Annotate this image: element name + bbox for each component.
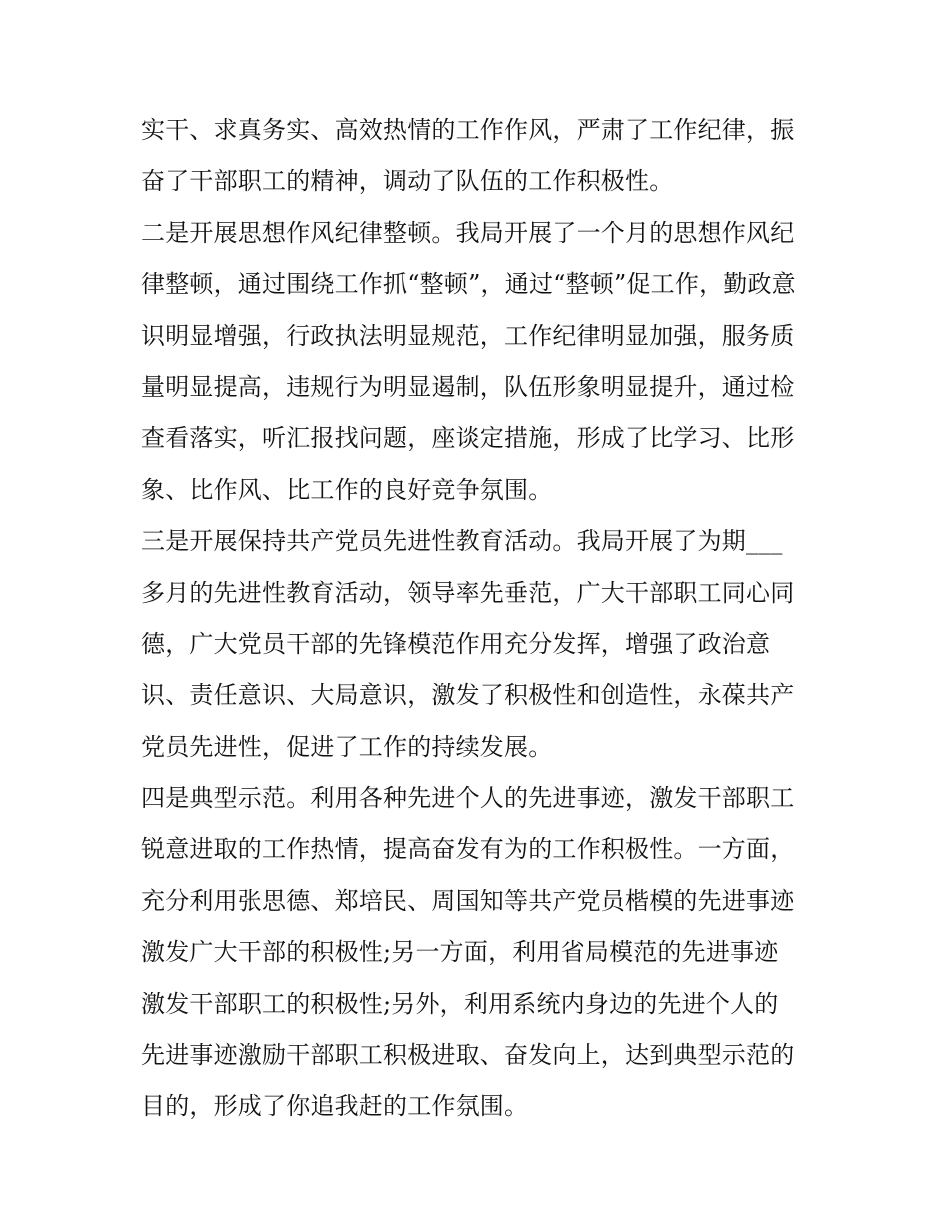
text-line: 目的，形成了你追我赶的工作氛围。 [141, 1092, 529, 1121]
text-line: 充分利用张思德、郑培民、周国知等共产党员楷模的先进事迹 [141, 886, 795, 915]
text-line: 四是典型示范。利用各种先进个人的先进事迹，激发干部职工 [141, 784, 795, 813]
text-line: 象、比作风、比工作的良好竞争氛围。 [141, 475, 553, 504]
text-line: 律整顿，通过围绕工作抓“整顿”，通过“整顿”促工作，勤政意 [141, 270, 796, 299]
text-line: 实干、求真务实、高效热情的工作作风，严肃了工作纪律，振 [141, 116, 795, 144]
text-line: 锐意进取的工作热情，提高奋发有为的工作积极性。一方面， [141, 835, 795, 864]
text-line: 识、责任意识、大局意识，激发了积极性和创造性，永葆共产 [141, 681, 795, 710]
text-line: 激发广大干部的积极性;另一方面，利用省局模范的先进事迹 [141, 938, 779, 967]
text-line: 量明显提高，违规行为明显遏制，队伍形象明显提升，通过检 [141, 372, 795, 401]
text-line: 二是开展思想作风纪律整顿。我局开展了一个月的思想作风纪 [141, 218, 795, 247]
text-line: 识明显增强，行政执法明显规范，工作纪律明显加强，服务质 [141, 321, 795, 350]
body-text [141, 105, 821, 1133]
text-line: 多月的先进性教育活动，领导率先垂范，广大干部职工同心同 [141, 578, 795, 607]
text-line: 激发干部职工的积极性;另外，利用系统内身边的先进个人的 [141, 989, 779, 1018]
text-line: 奋了干部职工的精神，调动了队伍的工作积极性。 [141, 167, 674, 196]
text-line: 三是开展保持共产党员先进性教育活动。我局开展了为期___ [141, 527, 783, 556]
text-line: 查看落实，听汇报找问题，座谈定措施，形成了比学习、比形 [141, 424, 795, 453]
text-line: 德，广大党员干部的先锋模范作用充分发挥，增强了政治意 [141, 629, 771, 658]
text-line: 党员先进性，促进了工作的持续发展。 [141, 732, 553, 761]
text-line: 先进事迹激励干部职工积极进取、奋发向上，达到典型示范的 [141, 1041, 795, 1070]
